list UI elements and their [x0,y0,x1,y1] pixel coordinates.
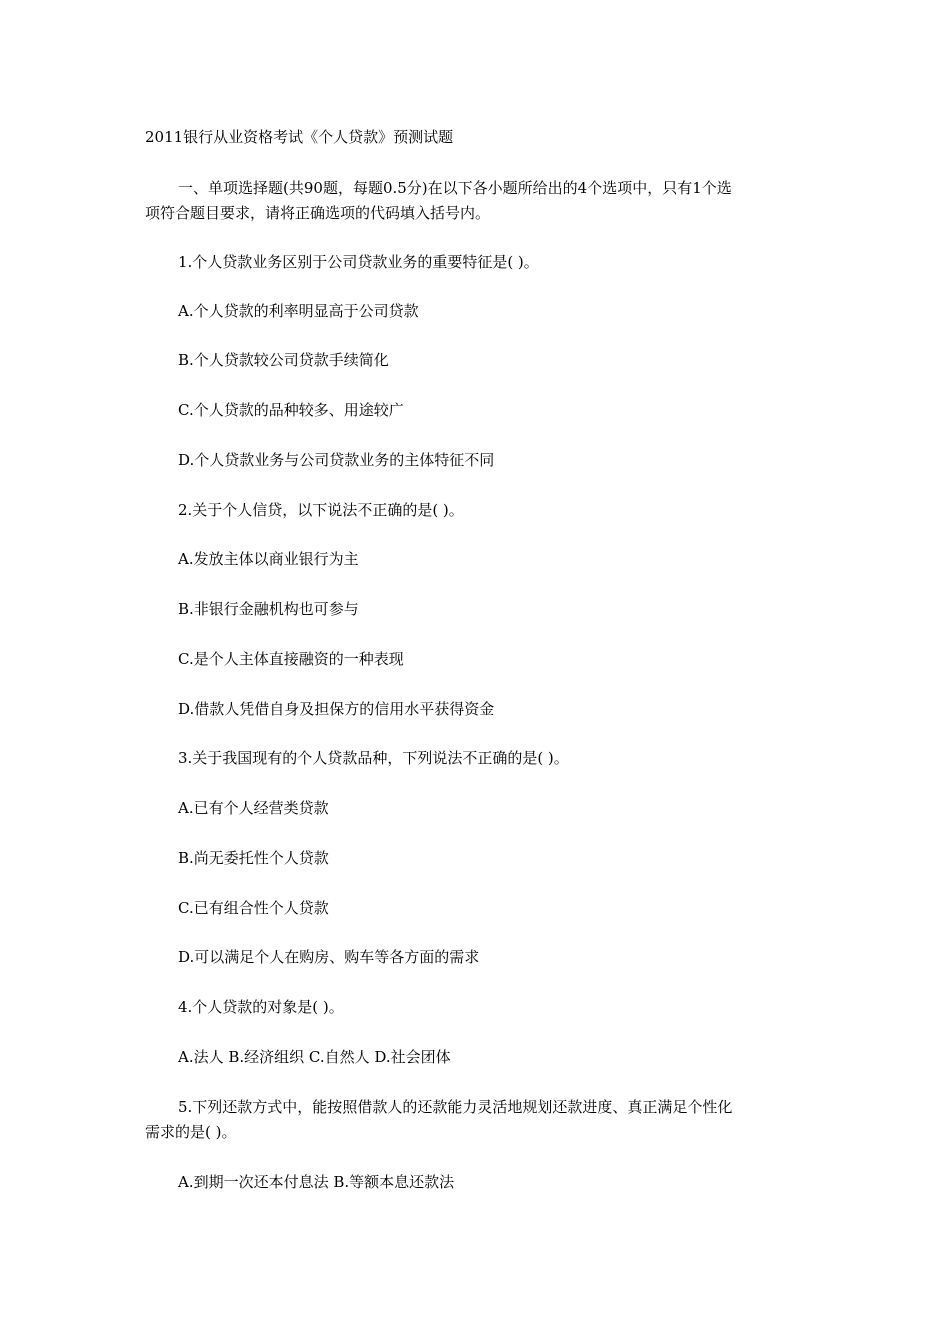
question-2-option-a: A.发放主体以商业银行为主 [178,550,359,568]
question-5-options: A.到期一次还本付息法 B.等额本息还款法 [178,1173,455,1191]
section-instruction-line1: 一、单项选择题(共90题，每题0.5分)在以下各小题所给出的4个选项中，只有1个选 [178,179,732,197]
question-2-option-b: B.非银行金融机构也可参与 [178,600,359,618]
question-3-option-a: A.已有个人经营类贷款 [178,799,329,817]
question-3: 3.关于我国现有的个人贷款品种，下列说法不正确的是( )。 [178,749,569,767]
question-1-option-a: A.个人贷款的利率明显高于公司贷款 [178,302,419,320]
question-2-option-d: D.借款人凭借自身及担保方的信用水平获得资金 [178,700,495,718]
question-3-option-d: D.可以满足个人在购房、购车等各方面的需求 [178,948,480,966]
document-title: 2011银行从业资格考试《个人贷款》预测试题 [145,128,454,146]
question-1-option-b: B.个人贷款较公司贷款手续简化 [178,351,389,369]
question-4-options: A.法人 B.经济组织 C.自然人 D.社会团体 [178,1048,451,1066]
question-1-option-c: C.个人贷款的品种较多、用途较广 [178,401,404,419]
question-3-option-c: C.已有组合性个人贷款 [178,899,329,917]
question-2: 2.关于个人信贷，以下说法不正确的是( )。 [178,501,464,519]
question-1-option-d: D.个人贷款业务与公司贷款业务的主体特征不同 [178,451,495,469]
question-5-line2: 需求的是( )。 [145,1123,237,1141]
question-4: 4.个人贷款的对象是( )。 [178,998,344,1016]
question-5-line1: 5.下列还款方式中，能按照借款人的还款能力灵活地规划还款进度、真正满足个性化 [178,1098,733,1116]
section-instruction-line2: 项符合题目要求，请将正确选项的代码填入括号内。 [145,204,491,222]
question-2-option-c: C.是个人主体直接融资的一种表现 [178,650,404,668]
question-1: 1.个人贷款业务区别于公司贷款业务的重要特征是( )。 [178,253,539,271]
question-3-option-b: B.尚无委托性个人贷款 [178,849,329,867]
